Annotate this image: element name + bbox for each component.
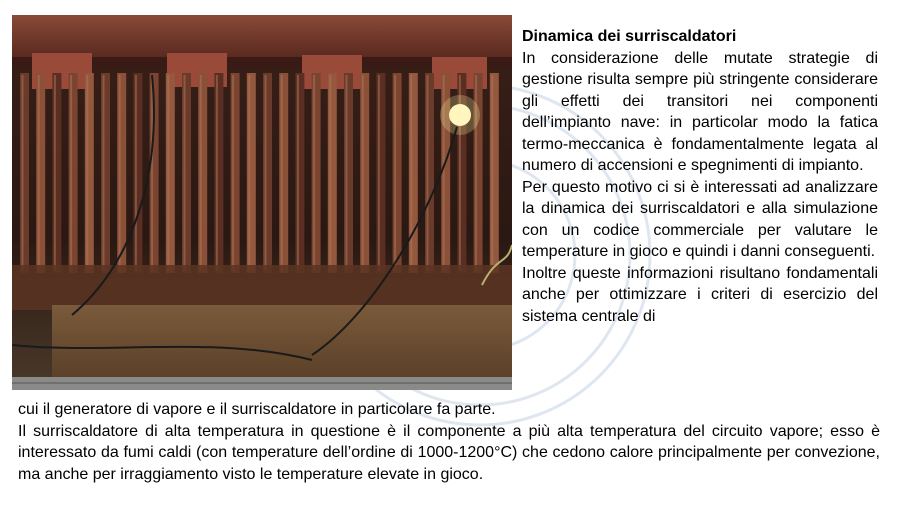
paragraph: Inoltre queste informazioni risultano fondamentali anche per ottimizzare i criteri di esercizio del sistema centrale di xyxy=(522,264,878,325)
page-heading: Dinamica dei surriscaldatori xyxy=(522,28,737,45)
paragraph: In considerazione delle mutate strategie di gestione risulta sempre più stringente considerare gli effetti dei transitori nei componenti dell’impianto nave: in particolar modo la fatica termo-meccanica è fondamentalmente legata al numero di accensioni e spegnimenti di impianto. xyxy=(522,49,878,174)
paragraph: Il surriscaldatore di alta temperatura in questione è il componente a più alta temperatura del circuito vapore; esso è interessato da fumi caldi (con temperature dell’ordine di 1000-1200°C) che cedono calore principalmente per convezione, ma anche per irraggiamento visto le temperature elevate in gioco. xyxy=(18,422,880,483)
superheater-tube-bank-photo xyxy=(12,15,512,390)
bottom-text-block xyxy=(18,399,880,485)
right-text-column xyxy=(522,26,878,327)
paragraph: Per questo motivo ci si è interessati ad analizzare la dinamica dei surriscaldatori e alla simulazione con un codice commerciale per valutare le temperature in gioco e quindi i danni conseguenti. xyxy=(522,178,878,260)
paragraph: cui il generatore di vapore e il surriscaldatore in particolare fa parte. xyxy=(18,401,496,418)
